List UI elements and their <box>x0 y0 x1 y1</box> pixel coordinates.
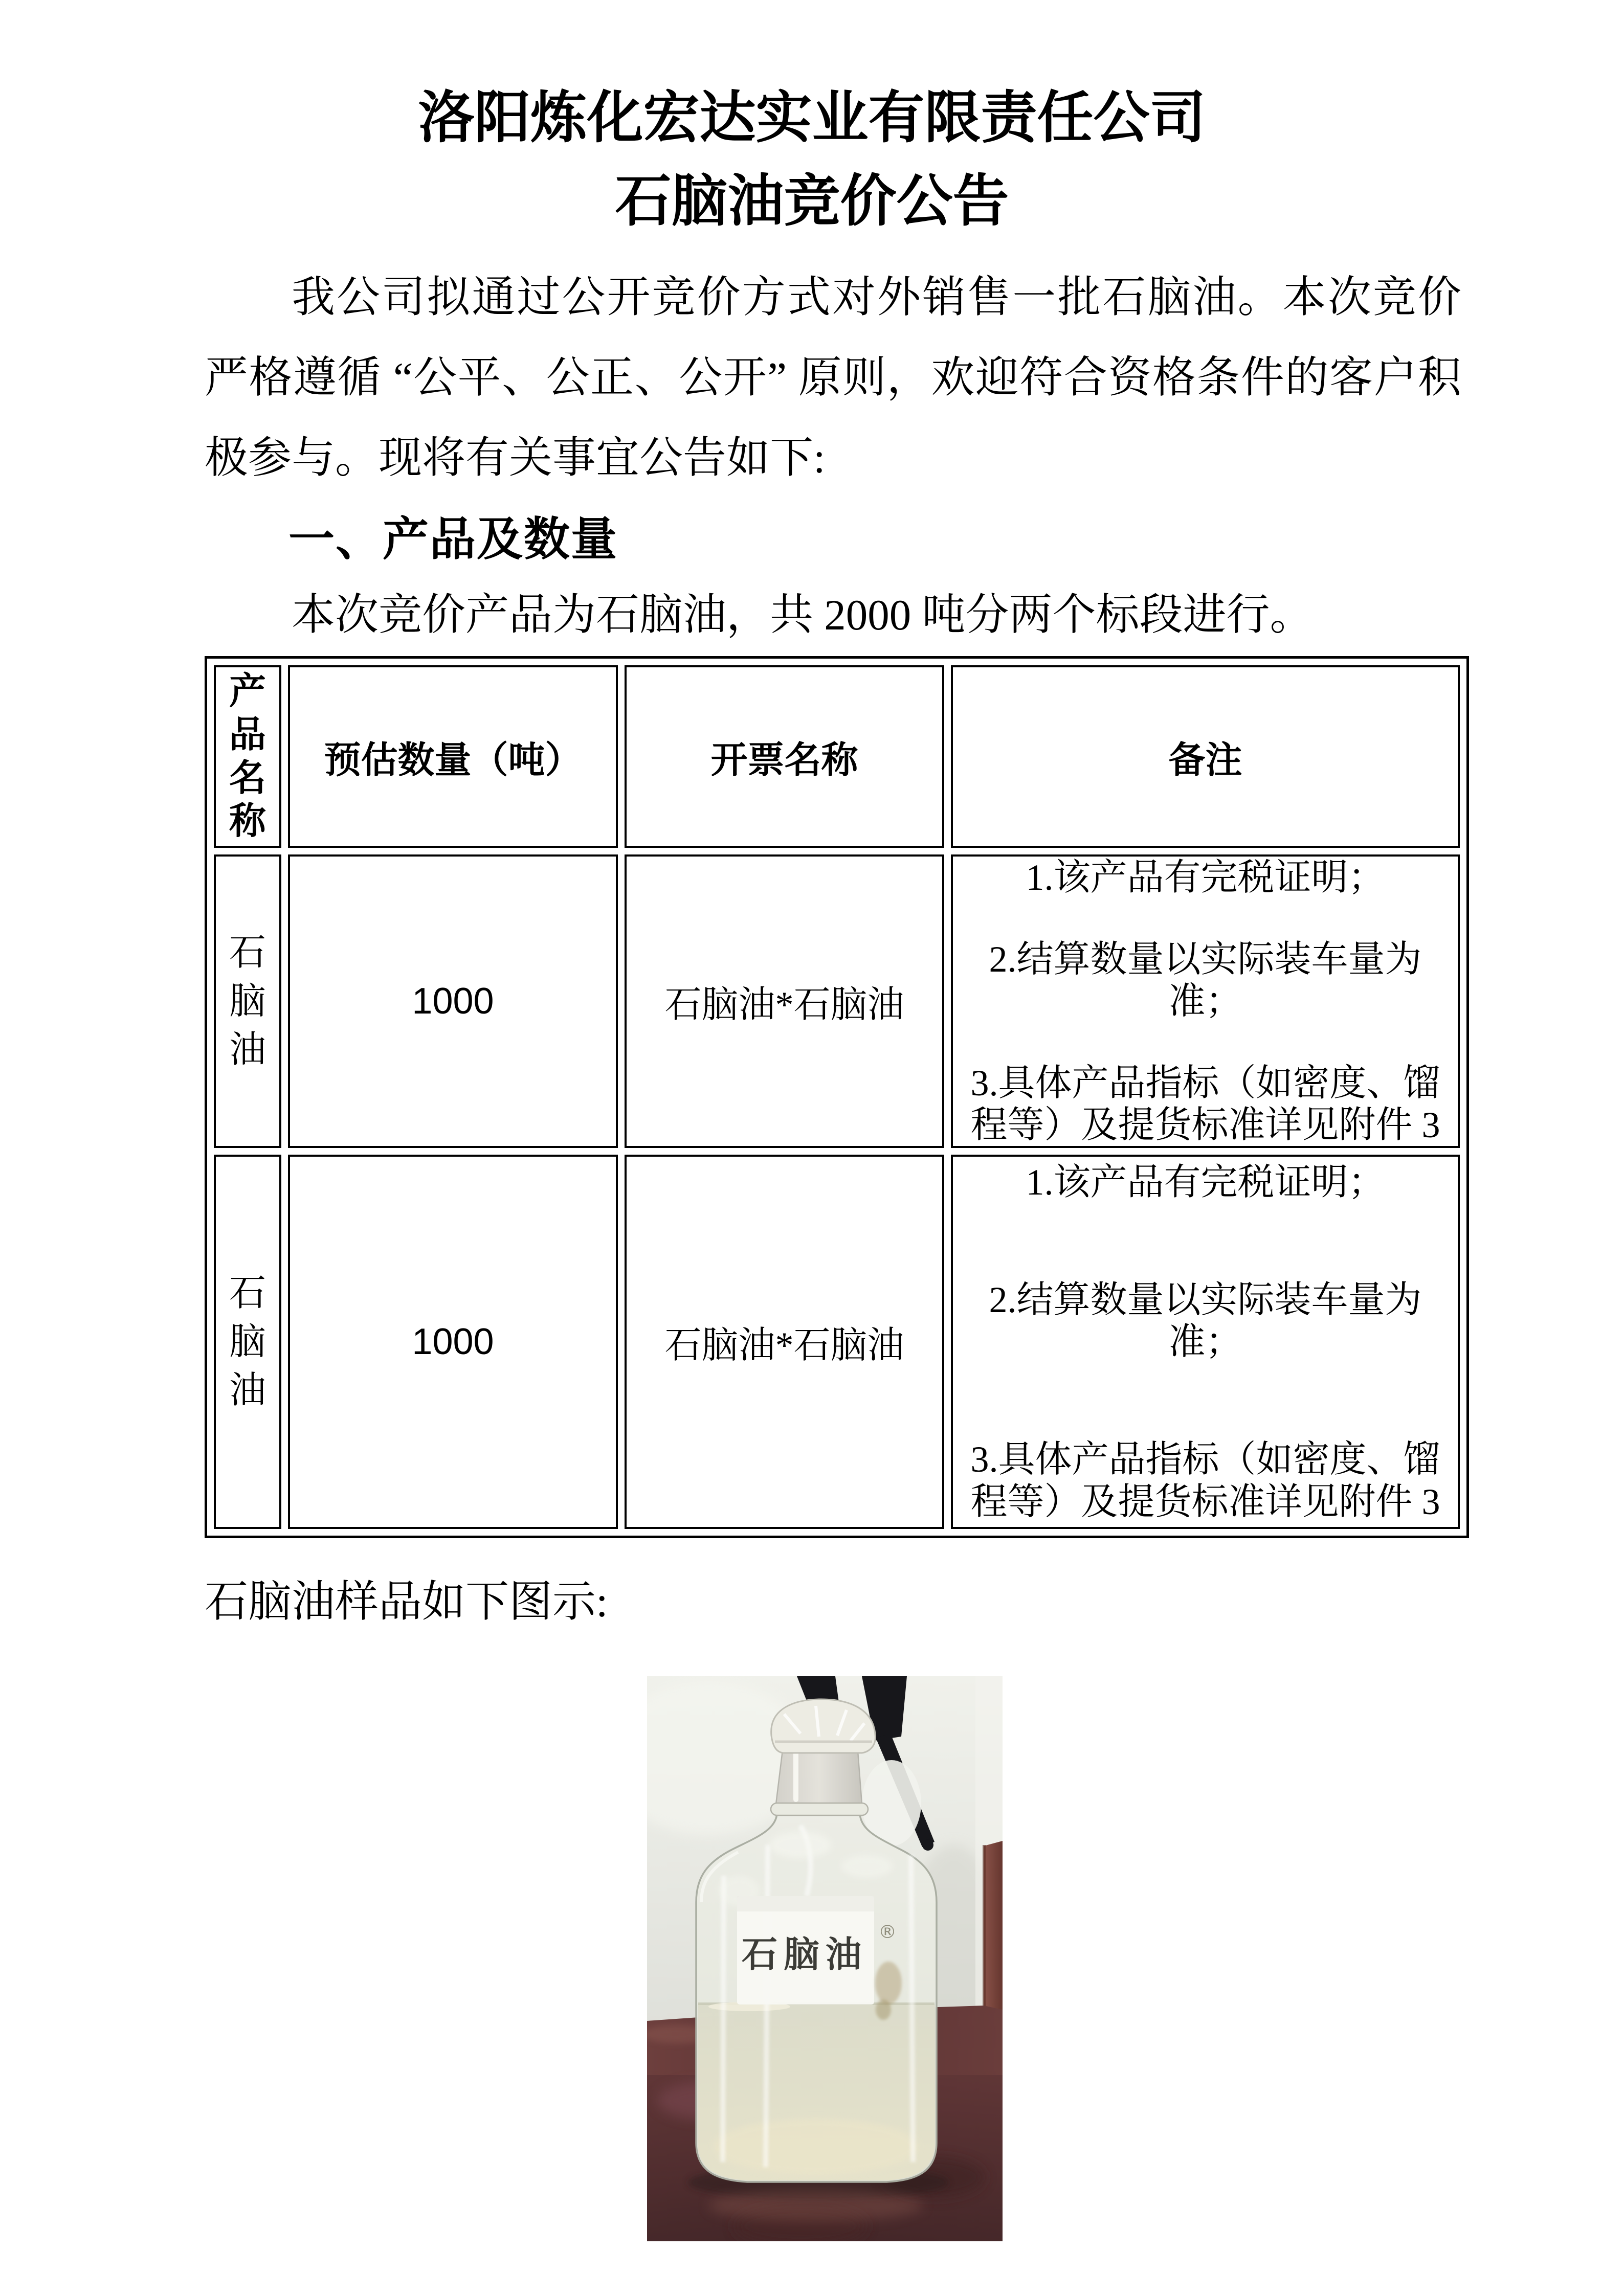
bottle-neck-ring <box>771 1803 868 1815</box>
cell-remarks <box>951 1155 1460 1529</box>
cell-invoice-name: 石脑油*石脑油 <box>625 1155 944 1529</box>
header-product-name: 产品名称 <box>214 665 281 848</box>
bottle-emboss-smudge <box>875 1962 902 2005</box>
cell-estimated-qty: 1000 <box>288 1155 618 1529</box>
cell-remarks <box>951 854 1460 1148</box>
table-row <box>214 1155 1460 1529</box>
cell-product-name: 石脑油 <box>214 1155 281 1529</box>
table-header-row <box>214 665 1460 848</box>
header-remarks: 备注 <box>951 665 1460 848</box>
cell-estimated-qty: 1000 <box>288 854 618 1148</box>
remark-item: 1.该产品有完税证明； <box>1026 1162 1385 1203</box>
registered-trademark-mark: ® <box>878 1922 897 1943</box>
company-title: 洛阳炼化宏达实业有限责任公司 <box>418 87 1206 149</box>
announcement-title: 石脑油竞价公告 <box>615 170 1009 233</box>
remark-item: 3.具体产品指标（如密度、馏程等）及提货标准详见附件 3 <box>970 1439 1440 1522</box>
section-lead-paragraph: 本次竞价产品为石脑油，共 2000 吨分两个标段进行。 <box>292 591 1314 639</box>
cell-product-name: 石脑油 <box>214 854 281 1148</box>
document-header <box>0 0 1624 243</box>
table-row <box>214 854 1460 1148</box>
remark-item: 2.结算数量以实际装车量为准； <box>989 1279 1422 1363</box>
header-estimated-qty: 预估数量（吨） <box>288 665 618 848</box>
products-table <box>205 656 1469 1538</box>
sample-photo <box>647 1676 1003 2241</box>
section-heading: 一、产品及数量 <box>288 514 618 565</box>
cell-invoice-name: 石脑油*石脑油 <box>625 854 944 1148</box>
remark-item: 3.具体产品指标（如密度、馏程等）及提货标准详见附件 3 <box>970 1063 1440 1146</box>
bottle-label-text: 石脑油 <box>742 1935 867 1975</box>
naphtha-bottle-photo <box>647 1676 1003 2241</box>
sample-caption: 石脑油样品如下图示: <box>205 1578 608 1627</box>
intro-paragraph: 我公司拟通过公开竞价方式对外销售一批石脑油。本次竞价严格遵循 “公平、公正、公开” 原则，欢迎符合资格条件的客户积极参与。现将有关事宜公告如下: <box>205 274 1461 482</box>
remark-item: 2.结算数量以实际装车量为准； <box>989 939 1422 1022</box>
header-invoice-name: 开票名称 <box>625 665 944 848</box>
remark-item: 1.该产品有完税证明； <box>1026 857 1385 898</box>
